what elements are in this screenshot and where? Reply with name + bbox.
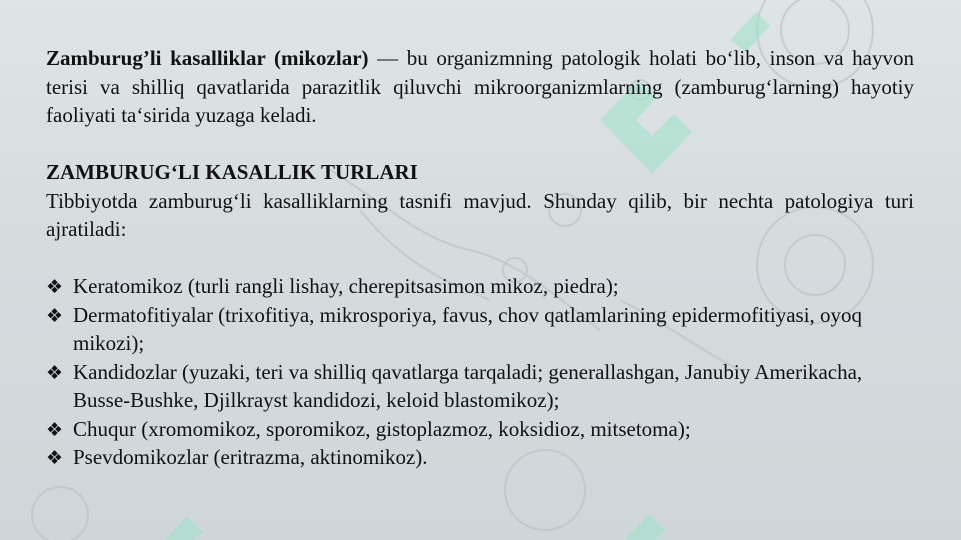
slide-content: [46, 44, 914, 472]
disease-type-list: [46, 272, 914, 472]
list-item: [46, 415, 914, 444]
intro-paragraph: [46, 44, 914, 130]
list-item-text: Dermatofitiyalar (trixofitiya, mikrosporiya, favus, chov qatlamlarining epidermofitiyasi, oyoq mikozi);: [73, 302, 863, 355]
list-item: [46, 272, 914, 301]
four-diamond-bullet-icon: ❖: [46, 418, 64, 441]
list-item: [46, 358, 914, 415]
spacer: [46, 244, 914, 273]
four-diamond-bullet-icon: ❖: [46, 276, 64, 298]
intro-term: Zamburug’li kasalliklar (mikozlar): [46, 46, 369, 70]
spacer: [46, 130, 914, 159]
section-lead: Tibbiyotda zamburug‘li kasalliklarning tasnifi mavjud. Shunday qilib, bir nechta patologiya turi ajratiladi:: [46, 188, 914, 241]
list-item: [46, 301, 914, 358]
four-diamond-bullet-icon: ❖: [46, 361, 64, 384]
list-item-text: Kandidozlar (yuzaki, teri va shilliq qavatlarga tarqaladi; generallashgan, Janubiy Amerikacha, Busse-Bushke, Djilkrayst kandidozi, keloid blastomikoz);: [73, 359, 863, 412]
list-item-text: Keratomikoz (turli rangli lishay, cherepitsasimon mikoz, piedra);: [73, 274, 619, 298]
list-item: [46, 443, 914, 472]
list-item-text: Psevdomikozlar (eritrazma, aktinomikoz).: [73, 445, 428, 469]
section-heading: ZAMBURUG‘LI KASALLIK TURLARI: [46, 160, 418, 184]
four-diamond-bullet-icon: ❖: [46, 304, 64, 327]
four-diamond-bullet-icon: ❖: [46, 447, 64, 469]
intro-definition: — bu organizmning patologik holati bo‘lib, inson va hayvon terisi va shilliq qavatlarida parazitlik qiluvchi mikroorganizmlarning (zamburug‘larning) hayotiy faoliyati ta‘sirida yuzaga keladi.: [46, 46, 914, 127]
list-item-text: Chuqur (xromomikoz, sporomikoz, gistoplazmoz, koksidioz, mitsetoma);: [73, 416, 691, 441]
